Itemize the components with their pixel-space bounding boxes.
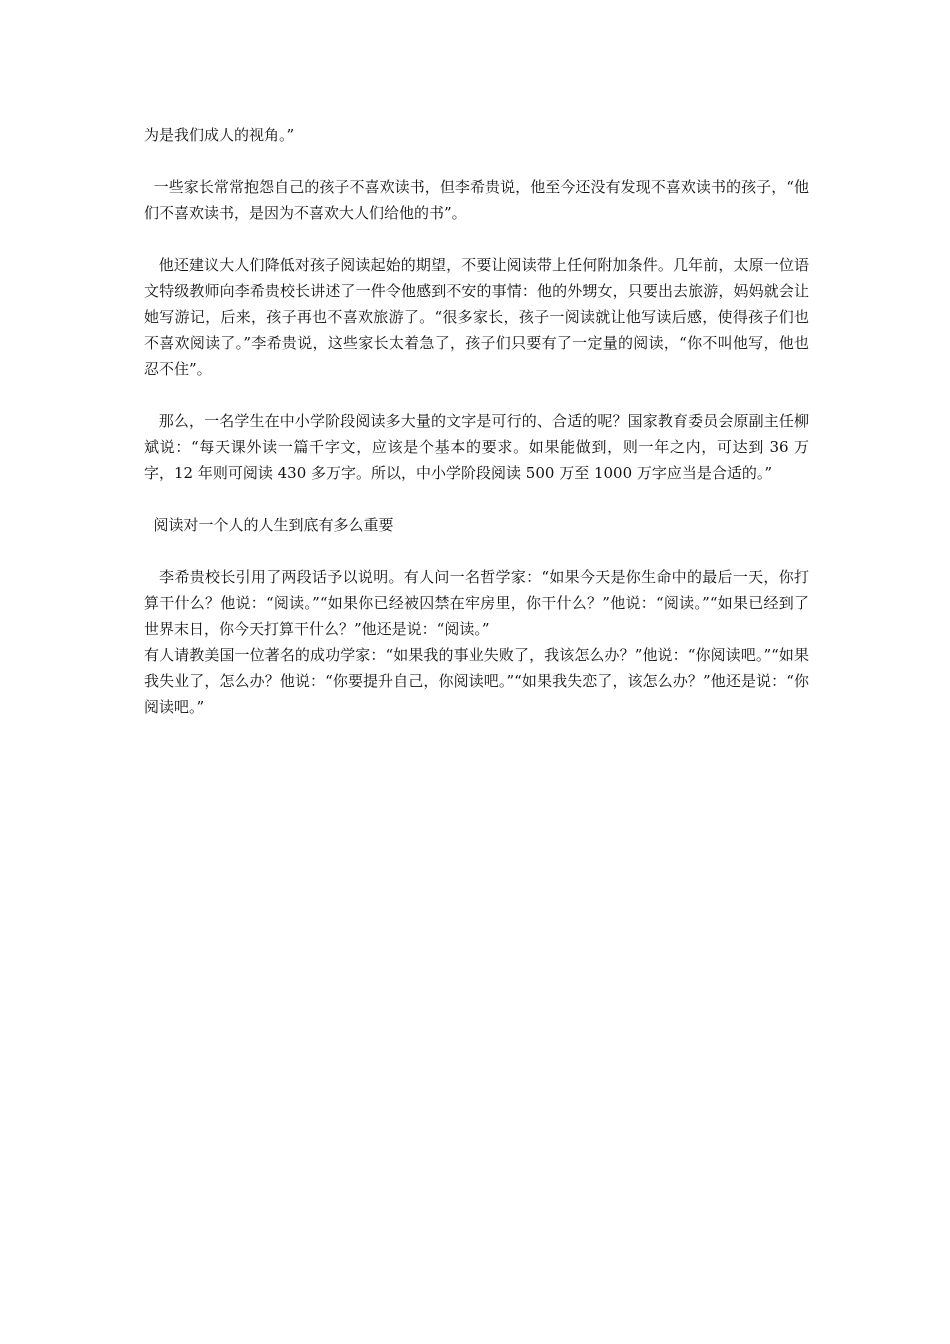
document-body xyxy=(144,122,809,720)
paragraph-spacer xyxy=(144,226,809,252)
paragraph-spacer xyxy=(144,486,809,512)
paragraph-5: 李希贵校长引用了两段话予以说明。有人问一名哲学家：“如果今天是你生命中的最后一天，你打算干什么？他说：“阅读。”“如果你已经被囚禁在牢房里，你干什么？”他说：“阅读。”“如果已经到了世界末日，你今天打算干什么？”他还是说：“阅读。” xyxy=(144,568,809,638)
paragraph-spacer xyxy=(144,382,809,408)
paragraph-2: 一些家长常常抱怨自己的孩子不喜欢读书，但李希贵说，他至今还没有发现不喜欢读书的孩子，“他们不喜欢读书，是因为不喜欢大人们给他的书”。 xyxy=(144,178,809,222)
paragraph-4: 那么，一名学生在中小学阶段阅读多大量的文字是可行的、合适的呢？国家教育委员会原副主任柳斌说：“每天课外读一篇千字文，应该是个基本的要求。如果能做到，则一年之内，可达到 36 万字，12 年则可阅读 430 多万字。所以，中小学阶段阅读 500 万至 1000 万字应当是合适的。” xyxy=(144,412,809,482)
paragraph-1: 为是我们成人的视角。” xyxy=(144,126,295,144)
paragraph-spacer xyxy=(144,148,809,174)
paragraph-6: 有人请教美国一位著名的成功学家：“如果我的事业失败了，我该怎么办？”他说：“你阅读吧。”“如果我失业了，怎么办？他说：“你要提升自己，你阅读吧。”“如果我失恋了，该怎么办？”他还是说：“你阅读吧。” xyxy=(144,646,809,716)
section-heading: 阅读对一个人的人生到底有多么重要 xyxy=(144,516,394,534)
paragraph-3: 他还建议大人们降低对孩子阅读起始的期望，不要让阅读带上任何附加条件。几年前，太原一位语文特级教师向李希贵校长讲述了一件令他感到不安的事情：他的外甥女，只要出去旅游，妈妈就会让她写游记，后来，孩子再也不喜欢旅游了。“很多家长，孩子一阅读就让他写读后感，使得孩子们也不喜欢阅读了。”李希贵说，这些家长太着急了，孩子们只要有了一定量的阅读，“你不叫他写，他也忍不住”。 xyxy=(144,256,809,378)
paragraph-spacer xyxy=(144,538,809,564)
